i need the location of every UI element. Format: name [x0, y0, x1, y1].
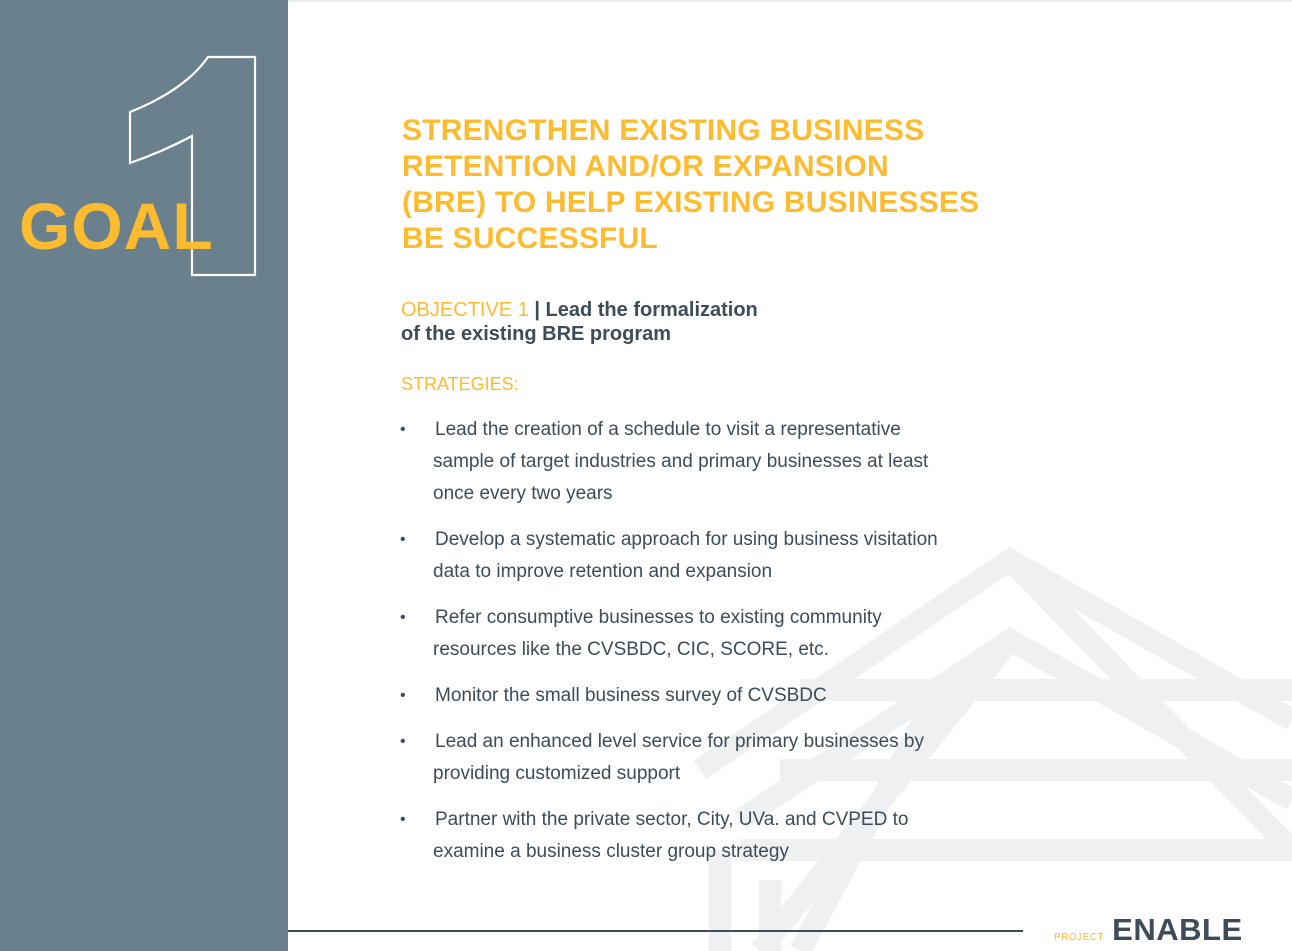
strategy-item	[400, 680, 1080, 712]
strategy-line: once every two years	[433, 483, 613, 504]
strategy-line: data to improve retention and expansion	[433, 561, 773, 582]
goal-title-line: (BRE) TO HELP EXISTING BUSINESSES	[402, 186, 980, 219]
goal-title-line: STRENGTHEN EXISTING BUSINESS	[402, 114, 925, 147]
bullet-icon: •	[400, 531, 406, 548]
top-edge-line	[288, 0, 1292, 2]
brand-prefix: PROJECT	[1054, 932, 1105, 943]
strategies-heading: STRATEGIES:	[401, 374, 519, 394]
objective-text-line1: Lead the formalization	[545, 299, 758, 321]
footer-rule	[288, 930, 1023, 932]
strategy-line: providing customized support	[433, 763, 681, 784]
bullet-icon: •	[400, 733, 406, 750]
strategy-item	[400, 804, 1080, 868]
strategy-line: Lead the creation of a schedule to visit a representative	[435, 419, 901, 440]
strategy-line: Refer consumptive businesses to existing community	[435, 607, 882, 628]
strategy-list	[400, 414, 1080, 882]
goal-sidebar	[0, 0, 288, 951]
goal-title-line: RETENTION AND/OR EXPANSION	[402, 150, 889, 183]
strategy-item	[400, 726, 1080, 790]
strategy-line: sample of target industries and primary businesses at least	[433, 451, 929, 472]
objective-heading	[401, 298, 758, 346]
strategy-line: examine a business cluster group strategy	[433, 841, 789, 862]
goal-label: GOAL	[19, 189, 214, 263]
strategy-line: Partner with the private sector, City, UVa. and CVPED to	[435, 809, 909, 830]
brand-name: ENABLE	[1112, 912, 1243, 947]
bullet-icon: •	[400, 609, 406, 626]
goal-title-line: BE SUCCESSFUL	[402, 222, 658, 255]
strategy-item	[400, 602, 1080, 666]
strategy-line: Lead an enhanced level service for primary businesses by	[435, 731, 924, 752]
objective-text-line2: of the existing BRE program	[401, 323, 672, 345]
strategy-line: Monitor the small business survey of CVSBDC	[435, 685, 827, 706]
bullet-icon: •	[400, 687, 406, 704]
objective-separator: |	[528, 299, 546, 321]
strategy-line: Develop a systematic approach for using business visitation	[435, 529, 938, 550]
goal-title	[402, 113, 1102, 257]
strategy-item	[400, 524, 1080, 588]
bullet-icon: •	[400, 811, 406, 828]
project-enable-logo	[1054, 912, 1243, 948]
goal-number: 1	[0, 0, 1, 1]
strategy-item	[400, 414, 1080, 510]
strategy-line: resources like the CVSBDC, CIC, SCORE, etc.	[433, 639, 829, 660]
objective-label: OBJECTIVE 1	[401, 299, 529, 321]
bullet-icon: •	[400, 421, 406, 438]
